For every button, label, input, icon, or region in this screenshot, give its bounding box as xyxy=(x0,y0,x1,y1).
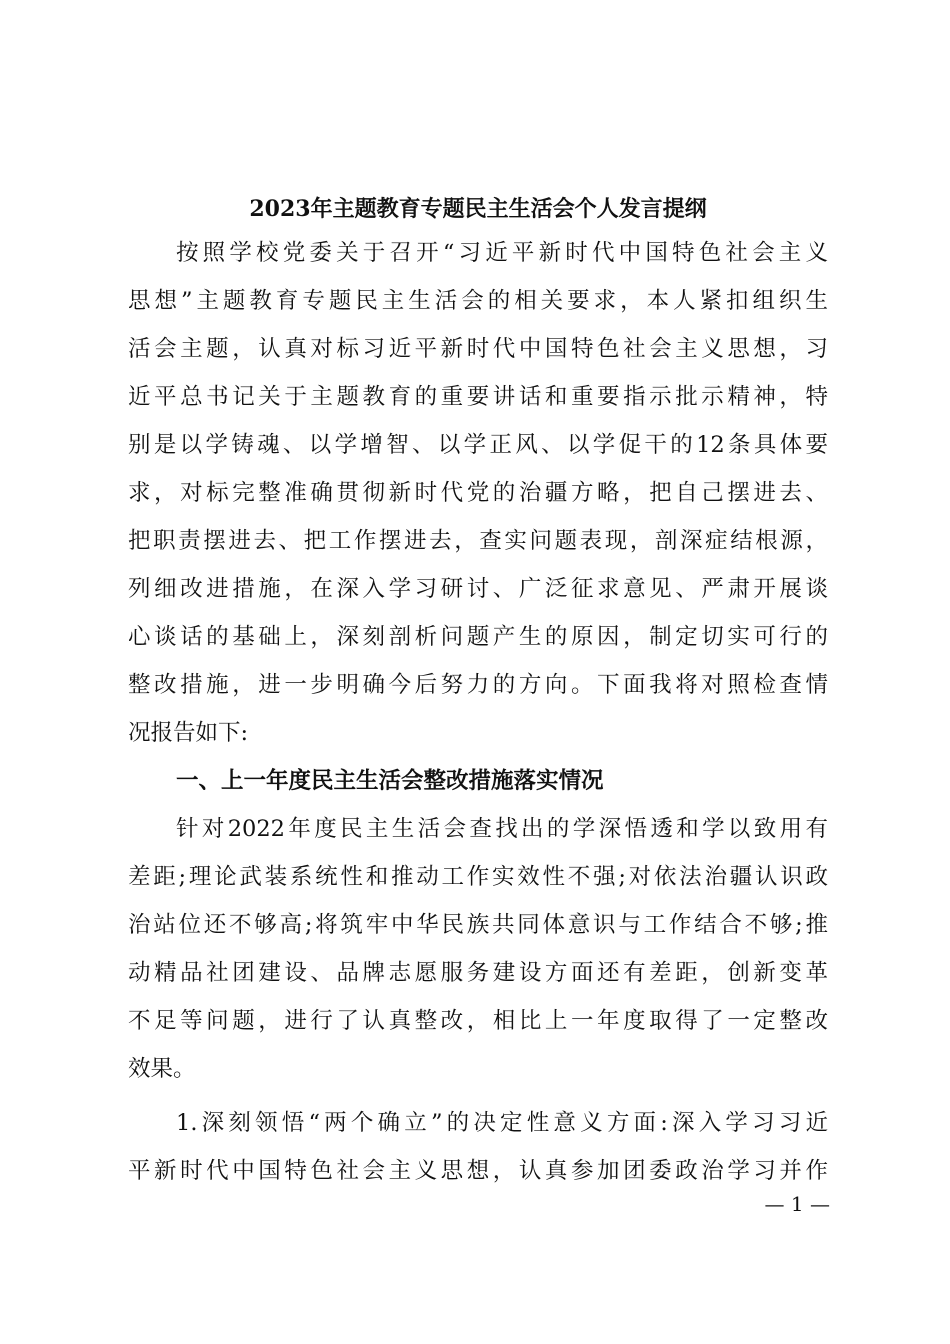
section-heading: 一、上一年度民主生活会整改措施落实情况 xyxy=(176,768,604,794)
paragraph-line: 别是以学铸魂、以学增智、以学正风、以学促干的12条具体要 xyxy=(128,432,828,458)
paragraph-line: 活会主题，认真对标习近平新时代中国特色社会主义思想，习 xyxy=(128,336,828,362)
paragraph-line: 整改措施，进一步明确今后努力的方向。下面我将对照检查情 xyxy=(128,672,828,698)
paragraph-line: 按照学校党委关于召开“习近平新时代中国特色社会主义 xyxy=(176,240,828,266)
paragraph-line: 差距;理论武装系统性和推动工作实效性不强;对依法治疆认识政 xyxy=(128,864,828,890)
paragraph-line: 心谈话的基础上，深刻剖析问题产生的原因，制定切实可行的 xyxy=(128,624,828,650)
paragraph-line: 平新时代中国特色社会主义思想，认真参加团委政治学习并作 xyxy=(128,1158,828,1184)
page-number: — 1 — xyxy=(764,1192,830,1216)
paragraph-line: 不足等问题，进行了认真整改，相比上一年度取得了一定整改 xyxy=(128,1008,828,1034)
document-title: 2023年主题教育专题民主生活会个人发言提纲 xyxy=(249,196,707,222)
paragraph-line: 求，对标完整准确贯彻新时代党的治疆方略，把自己摆进去、 xyxy=(128,480,828,506)
paragraph-line: 近平总书记关于主题教育的重要讲话和重要指示批示精神，特 xyxy=(128,384,828,410)
paragraph-line: 列细改进措施，在深入学习研讨、广泛征求意见、严肃开展谈 xyxy=(128,576,828,602)
paragraph-line: 针对2022年度民主生活会查找出的学深悟透和学以致用有 xyxy=(176,816,828,842)
paragraph-line: 效果。 xyxy=(128,1056,196,1082)
paragraph-line: 1.深刻领悟“两个确立”的决定性意义方面:深入学习习近 xyxy=(176,1110,828,1136)
paragraph-line: 治站位还不够高;将筑牢中华民族共同体意识与工作结合不够;推 xyxy=(128,912,828,938)
paragraph-line: 动精品社团建设、品牌志愿服务建设方面还有差距，创新变革 xyxy=(128,960,828,986)
paragraph-line: 况报告如下: xyxy=(128,720,249,746)
paragraph-line: 把职责摆进去、把工作摆进去，查实问题表现，剖深症结根源， xyxy=(128,528,828,554)
paragraph-line: 思想”主题教育专题民主生活会的相关要求，本人紧扣组织生 xyxy=(128,288,828,314)
